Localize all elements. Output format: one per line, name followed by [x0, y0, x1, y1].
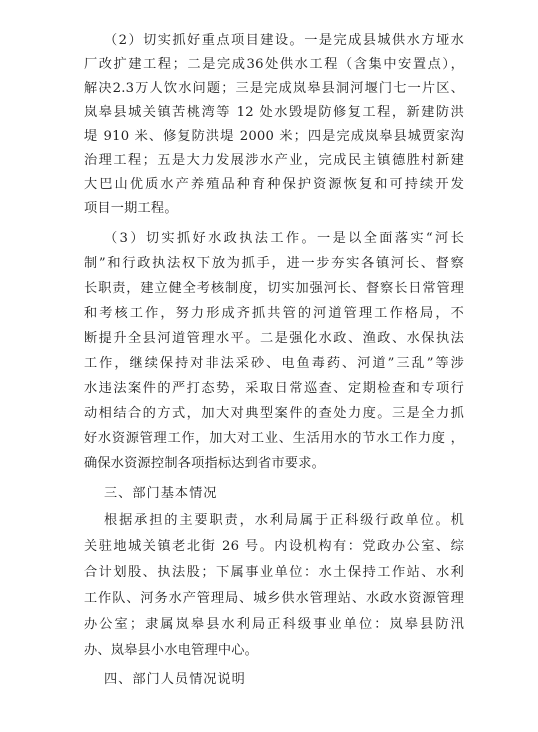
paragraph-2-line-6: 治理工程；五是大力发展涉水产业，完成民主镇德胜村新建 — [84, 153, 464, 168]
paragraph-3-line-2: 制”和行政执法权下放为抓手，进一步夯实各镇河长、督察 — [84, 256, 464, 271]
section-heading-staff-info: 四、部门人员情况说明 — [104, 672, 246, 687]
basic-info-line-2: 关驻地城关镇老北街 26 号。内设机构有：党政办公室、综 — [84, 539, 464, 554]
paragraph-3-line-4: 和考核工作，努力形成齐抓共管的河道管理工作格局，不 — [84, 306, 464, 321]
basic-info-line-1: 根据承担的主要职责，水利局属于正科级行政单位。机 — [104, 513, 464, 528]
paragraph-3-line-3: 长职责，建立健全考核制度，切实加强河长、督察长日常管理 — [84, 281, 464, 296]
paragraph-3-line-6: 工作，继续保持对非法采砂、电鱼毒药、河道”三乱”等涉 — [84, 356, 464, 371]
paragraph-3-line-5: 断提升全县河道管理水平。二是强化水政、渔政、水保执法 — [84, 331, 464, 346]
paragraph-3-line-10: 确保水资源控制各项指标达到省市要求。 — [84, 456, 325, 471]
paragraph-2-line-5: 堤 910 米、修复防洪堤 2000 米；四是完成岚皋县城贾家沟 — [84, 129, 464, 144]
paragraph-3-line-7: 水违法案件的严打态势，采取日常巡查、定期检查和专项行 — [84, 381, 464, 396]
section-heading-basic-info: 三、部门基本情况 — [104, 486, 218, 501]
paragraph-2-line-1: （2）切实抓好重点项目建设。一是完成县城供水方垭水 — [104, 33, 464, 48]
basic-info-line-6: 办、岚皋县小水电管理中心。 — [84, 643, 259, 658]
paragraph-3-line-1: （3）切实抓好水政执法工作。一是以全面落实“河长 — [104, 231, 464, 246]
paragraph-2-line-8: 项目一期工程。 — [84, 201, 178, 216]
paragraph-3-line-8: 动相结合的方式，加大对典型案件的查处力度。三是全力抓 — [84, 406, 464, 421]
paragraph-2-line-3: 解决2.3万人饮水问题；三是完成岚皋县洞河堰门七一片区、 — [84, 81, 464, 96]
paragraph-3-line-9: 好水资源管理工作，加大对工业、生活用水的节水工作力度 ， — [84, 431, 464, 446]
paragraph-2-line-4: 岚皋县城关镇苦桃湾等 12 处水毁堤防修复工程，新建防洪 — [84, 105, 464, 120]
paragraph-2-line-2: 厂改扩建工程；二是完成36处供水工程（含集中安置点）， — [84, 57, 464, 72]
paragraph-2-line-7: 大巴山优质水产养殖品种育种保护资源恢复和可持续开发 — [84, 177, 464, 192]
basic-info-line-4: 工作队、河务水产管理局、城乡供水管理站、水政水资源管理 — [84, 591, 464, 606]
basic-info-line-5: 办公室；隶属岚皋县水利局正科级事业单位：岚皋县防汛 — [84, 617, 464, 632]
basic-info-line-3: 合计划股、执法股；下属事业单位：水土保持工作站、水利 — [84, 565, 464, 580]
